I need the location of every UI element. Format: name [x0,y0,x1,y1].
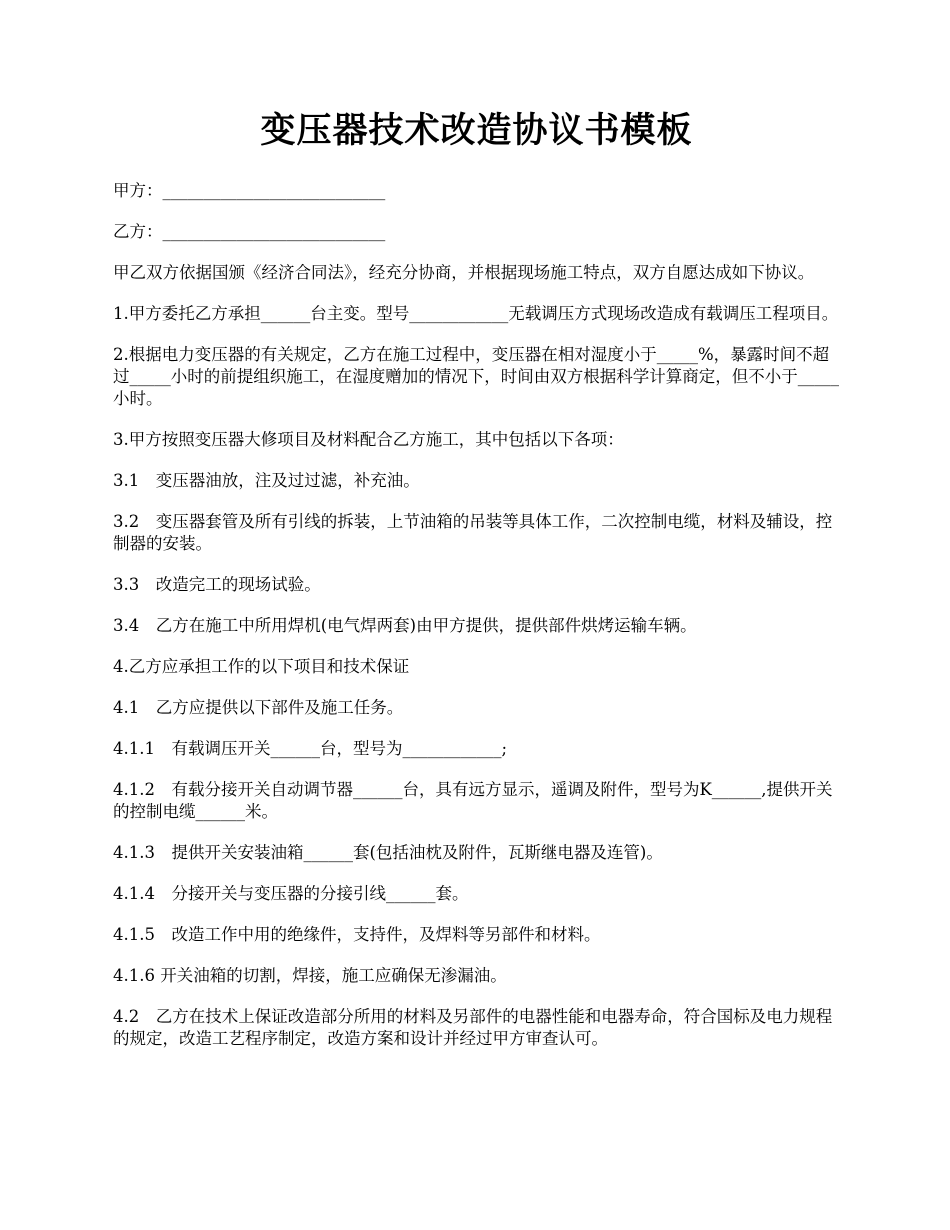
party-a-line: 甲方：___________________________ [113,181,386,200]
clause-1: 1.甲方委托乙方承担______台主变。型号____________无载调压方式现场改造成有载调压工程项目。 [113,304,839,323]
clause-3-1: 3.1 变压器油放，注及过过滤，补充油。 [113,471,420,490]
clause-4-2: 4.2 乙方在技术上保证改造部分所用的材料及另部件的电器性能和电器寿命，符合国标及电力规程的规定，改造工艺程序制定，改造方案和设计并经过甲方审查认可。 [113,1007,833,1048]
clause-3-4: 3.4 乙方在施工中所用焊机(电气焊两套)由甲方提供，提供部件烘烤运输车辆。 [113,616,697,635]
clause-2: 2.根据电力变压器的有关规定，乙方在施工过程中，变压器在相对湿度小于_____%，暴露时间不超过_____小时的前提组织施工，在湿度赠加的情况下，时间由双方根据科学计算商定，但不小于_____小时。 [113,345,839,408]
document-page [113,110,840,1069]
clause-3-3: 3.3 改造完工的现场试验。 [113,575,321,594]
clause-4-1: 4.1 乙方应提供以下部件及施工任务。 [113,698,404,717]
clause-4-1-1: 4.1.1 有载调压开关______台，型号为____________; [113,739,508,758]
clause-4-1-3: 4.1.3 提供开关安装油箱______套(包括油枕及附件，瓦斯继电器及连管)。 [113,843,663,862]
clause-4-1-2: 4.1.2 有载分接开关自动调节器______台，具有远方显示，遥调及附件，型号为K______,提供开关的控制电缆______米。 [113,780,833,821]
clause-4-1-4: 4.1.4 分接开关与变压器的分接引线______套。 [113,884,469,903]
clause-4-1-5: 4.1.5 改造工作中用的绝缘件，支持件，及焊料等另部件和材料。 [113,925,601,944]
clause-3: 3.甲方按照变压器大修项目及材料配合乙方施工，其中包括以下各项： [113,430,624,449]
document-title: 变压器技术改造协议书模板 [260,110,693,151]
clause-3-2: 3.2 变压器套管及所有引线的拆装，上节油箱的吊装等具体工作，二次控制电缆，材料及辅设，控制器的安装。 [113,512,833,553]
clause-4: 4.乙方应承担工作的以下项目和技术保证 [113,657,410,676]
preamble-paragraph: 甲乙双方依据国颁《经济合同法》，经充分协商，并根据现场施工特点，双方自愿达成如下协议。 [113,263,815,282]
clause-4-1-6: 4.1.6 开关油箱的切割，焊接，施工应确保无渗漏油。 [113,966,507,985]
party-b-line: 乙方：___________________________ [113,222,386,241]
